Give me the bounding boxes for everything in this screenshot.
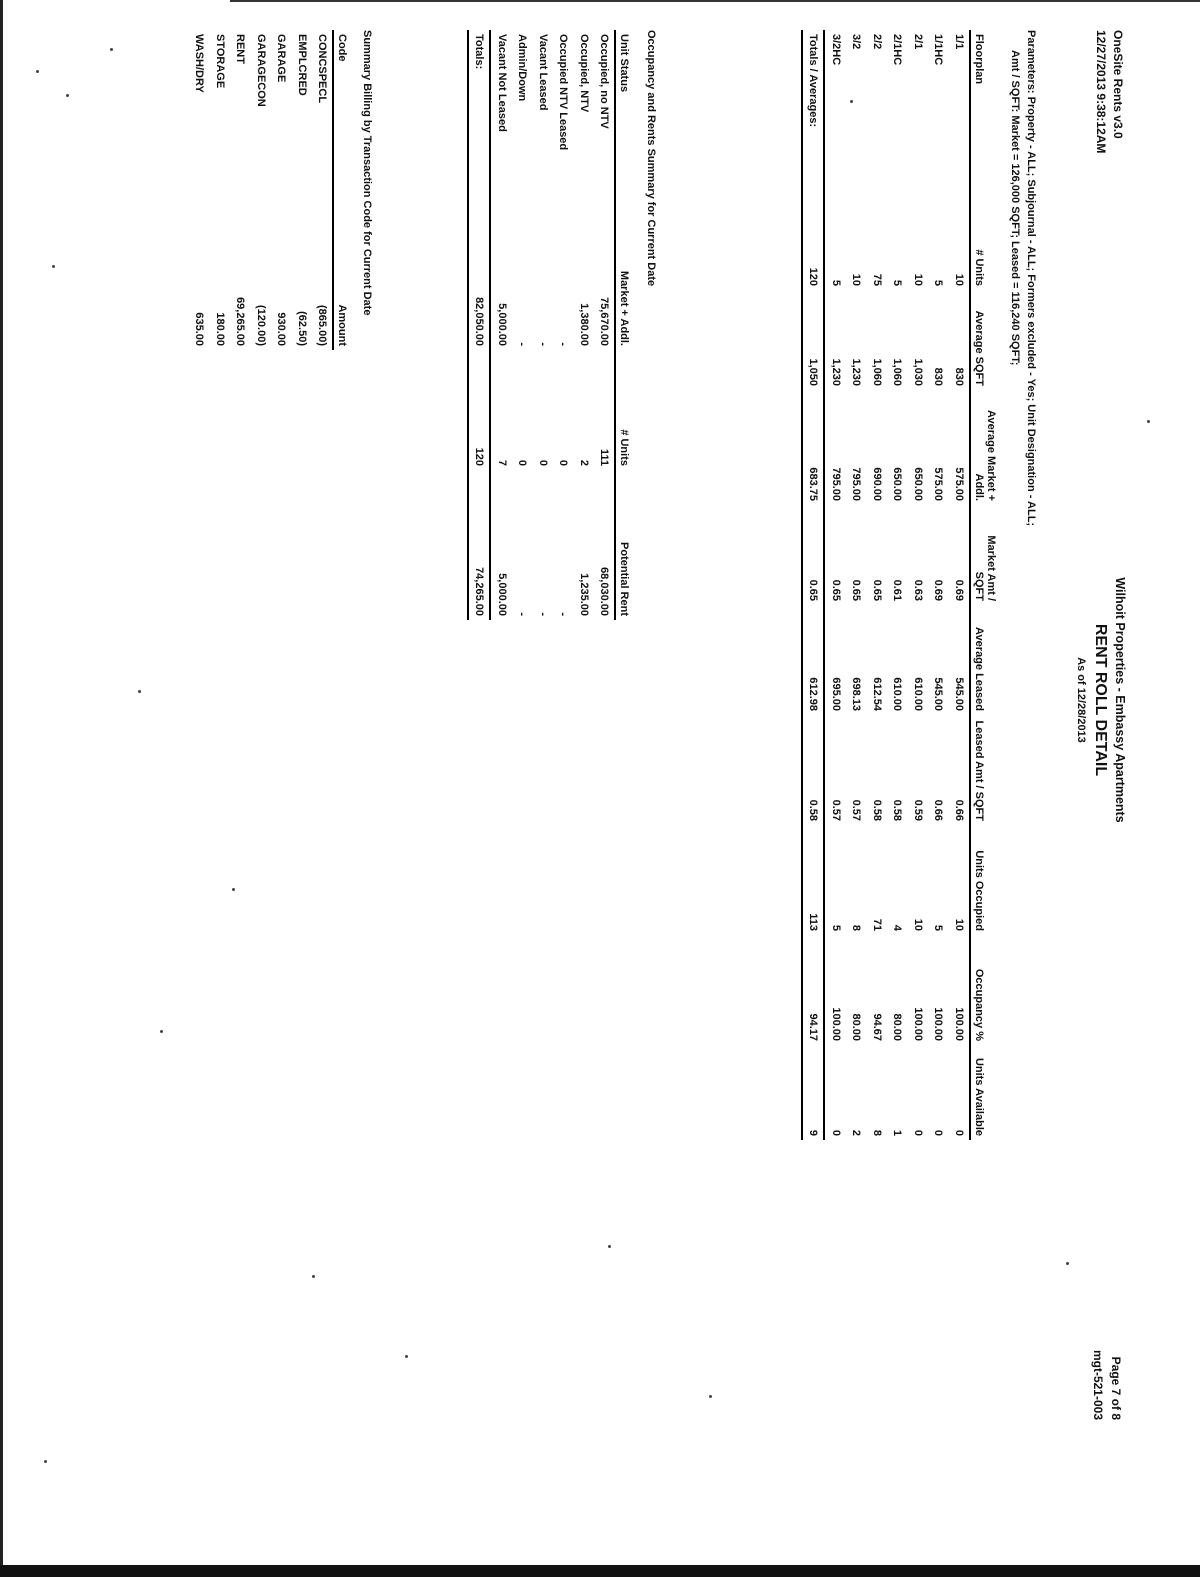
table-cell: Vacant Not Leased	[495, 34, 508, 132]
table-cell: (865.00)	[316, 305, 329, 346]
table-cell: GARAGE	[275, 34, 288, 83]
table-cell: 0.59	[911, 799, 924, 821]
table-cell: 100.00	[952, 1007, 965, 1041]
speckle	[1147, 420, 1150, 423]
table-cell: 2/1	[911, 34, 924, 50]
floorplan-row	[928, 30, 949, 1140]
totals-cell: 1,050	[802, 290, 825, 390]
table-cell: 80.00	[891, 1013, 904, 1041]
table-cell: 0.58	[870, 799, 883, 821]
table-cell: 5	[829, 924, 842, 931]
table-cell: 1/1HC	[932, 34, 945, 66]
totals-row	[802, 30, 825, 1140]
col-market-amt-sqft: Market Amt / SQFT	[970, 505, 997, 605]
scan-edge-left	[0, 0, 3, 1577]
table-cell: 10	[911, 918, 924, 931]
table-cell: 5	[891, 279, 904, 286]
table-cell: Occupied NTV Leased	[557, 34, 570, 151]
table-cell: 2/1HC	[891, 34, 904, 66]
col-units-occupied: Units Occupied	[970, 825, 997, 935]
table-cell: 68,030.00	[598, 567, 611, 616]
table-cell: Admin/Down	[516, 34, 529, 102]
col-num-units: # Units	[616, 350, 640, 470]
table-cell: 575.00	[952, 467, 965, 501]
table-cell: 698.13	[850, 677, 863, 711]
billing-row	[251, 30, 272, 350]
table-cell: 610.00	[891, 677, 904, 711]
table-cell: 1,230	[829, 358, 842, 386]
table-cell: 1,060	[870, 358, 883, 386]
table-cell: 830	[932, 367, 945, 386]
table-cell: (62.50)	[295, 311, 308, 346]
table-cell: -	[516, 342, 529, 346]
amt-sqft-line: Amt / SQFT: Market = 126,000 SQFT; Leased = 116,240 SQFT;	[1009, 50, 1021, 366]
totals-cell: 120	[468, 350, 491, 470]
col-occupancy-pct: Occupancy %	[970, 935, 997, 1045]
report-datetime: 12/27/2013 9:38:12AM	[1094, 30, 1108, 154]
rotated-report-page	[105, 10, 1125, 1570]
speckle	[36, 70, 39, 73]
table-cell: Occupied, NTV	[577, 34, 590, 113]
totals-cell: 683.75	[802, 390, 825, 505]
table-cell: 80.00	[850, 1013, 863, 1041]
table-cell: 5	[932, 279, 945, 286]
table-cell: 0	[829, 1129, 842, 1136]
totals-cell: 0.58	[802, 715, 825, 825]
billing-row	[292, 30, 313, 350]
table-cell: 830	[952, 367, 965, 386]
totals-cell: 94.17	[802, 935, 825, 1045]
floorplan-row	[825, 30, 847, 1140]
table-cell: EMPLCRED	[295, 34, 308, 96]
table-cell: 930.00	[275, 312, 288, 346]
table-cell: 0	[536, 459, 549, 466]
page-number: Page 7 of 8	[1109, 1356, 1123, 1420]
occupancy-row	[574, 30, 595, 620]
totals-cell: Totals:	[468, 30, 491, 200]
table-cell: 0.65	[870, 579, 883, 601]
table-cell: 690.00	[870, 467, 883, 501]
table-cell: 0.57	[850, 799, 863, 821]
table-cell: 1	[891, 1129, 904, 1136]
billing-row	[271, 30, 292, 350]
table-cell: 575.00	[932, 467, 945, 501]
table-cell: 111	[598, 448, 611, 466]
table-cell: -	[557, 612, 570, 616]
table-cell: 1,030	[911, 358, 924, 386]
occupancy-row	[553, 30, 574, 620]
table-cell: 10	[952, 273, 965, 286]
table-cell: 0	[557, 459, 570, 466]
table-cell: -	[516, 612, 529, 616]
table-cell: 5,000.00	[495, 303, 508, 346]
table-cell: 100.00	[911, 1007, 924, 1041]
col-unit-status: Unit Status	[616, 30, 640, 200]
speckle	[52, 265, 55, 268]
occupancy-row	[533, 30, 554, 620]
table-cell: 180.00	[213, 312, 226, 346]
col-units: # Units	[970, 180, 997, 290]
table-cell: 5,000.00	[495, 573, 508, 616]
table-cell: 2	[577, 459, 590, 466]
col-avg-market: Average Market + Addl.	[970, 390, 997, 505]
table-cell: 8	[850, 924, 863, 931]
table-cell: -	[536, 612, 549, 616]
table-cell: 7	[495, 459, 508, 466]
table-cell: 0.65	[829, 579, 842, 601]
table-cell: 0	[932, 1129, 945, 1136]
col-amount: Amount	[334, 200, 358, 350]
table-cell: 635.00	[193, 312, 206, 346]
totals-cell: 113	[802, 825, 825, 935]
col-avg-sqft: Average SQFT	[970, 290, 997, 390]
floorplan-table	[801, 30, 997, 1140]
table-cell: Vacant Leased	[536, 34, 549, 111]
floorplan-row	[867, 30, 888, 1140]
table-cell: 94.67	[870, 1013, 883, 1041]
table-cell: 795.00	[850, 467, 863, 501]
table-cell: 650.00	[891, 467, 904, 501]
table-cell: 0.65	[850, 579, 863, 601]
table-cell: 0	[911, 1129, 924, 1136]
table-cell: 100.00	[932, 1007, 945, 1041]
col-units-available: Units Available	[970, 1045, 997, 1140]
speckle	[66, 94, 69, 97]
occupancy-header-row	[616, 30, 640, 620]
table-cell: 3/2HC	[829, 34, 842, 66]
col-potential-rent: Potential Rent	[616, 470, 640, 620]
billing-row	[230, 30, 251, 350]
table-cell: 795.00	[829, 467, 842, 501]
table-cell: 1,235.00	[577, 573, 590, 616]
table-cell: 545.00	[932, 677, 945, 711]
table-cell: 0.69	[952, 579, 965, 601]
table-cell: 10	[850, 273, 863, 286]
table-cell: -	[536, 342, 549, 346]
table-cell: 1,230	[850, 358, 863, 386]
table-cell: 0.63	[911, 579, 924, 601]
table-cell: RENT	[234, 34, 247, 64]
col-avg-leased: Average Leased	[970, 605, 997, 715]
col-floorplan: Floorplan	[970, 30, 997, 180]
billing-row	[210, 30, 231, 350]
totals-row	[468, 30, 491, 620]
table-cell: 5	[829, 279, 842, 286]
table-cell: 4	[891, 924, 904, 931]
occupancy-summary-title: Occupancy and Rents Summary for Current Date	[645, 30, 657, 287]
table-cell: 650.00	[911, 467, 924, 501]
table-cell: 0	[516, 459, 529, 466]
table-cell: WASH/DRY	[193, 34, 206, 93]
table-cell: 2	[850, 1129, 863, 1136]
table-cell: 612.54	[870, 677, 883, 711]
billing-row	[189, 30, 210, 350]
occupancy-summary-table	[467, 30, 639, 620]
table-cell: 10	[911, 273, 924, 286]
table-cell: 0.66	[952, 799, 965, 821]
totals-cell: 82,050.00	[468, 200, 491, 350]
table-cell: Occupied, no NTV	[598, 34, 611, 129]
table-cell: 5	[932, 924, 945, 931]
totals-cell: 0.65	[802, 505, 825, 605]
table-cell: GARAGECON	[254, 34, 267, 107]
table-cell: 1/1	[952, 34, 965, 50]
totals-cell: 74,265.00	[468, 470, 491, 620]
floorplan-row	[908, 30, 929, 1140]
floorplan-row	[846, 30, 867, 1140]
scan-edge-top	[230, 0, 1200, 2]
table-cell: 0.58	[891, 799, 904, 821]
floorplan-header-row	[970, 30, 997, 1140]
report-code: mgt-521-003	[1091, 1349, 1105, 1420]
table-cell: 0.61	[891, 579, 904, 601]
company-name: Wilhoit Properties - Embassy Apartments	[1113, 577, 1127, 823]
table-cell: 100.00	[829, 1007, 842, 1041]
floorplan-row	[887, 30, 908, 1140]
totals-cell: Totals / Averages:	[802, 30, 825, 180]
col-code: Code	[334, 30, 358, 200]
table-cell: 0.57	[829, 799, 842, 821]
billing-summary-table	[189, 30, 357, 350]
report-title: RENT ROLL DETAIL	[1092, 623, 1109, 777]
col-leased-amt-sqft: Leased Amt / SQFT	[970, 715, 997, 825]
table-cell: 69,265.00	[234, 297, 247, 346]
table-cell: 75	[870, 273, 883, 286]
table-cell: 1,380.00	[577, 303, 590, 346]
table-cell: 0	[952, 1129, 965, 1136]
table-cell: 545.00	[952, 677, 965, 711]
table-cell: 0.66	[932, 799, 945, 821]
table-cell: 1,060	[891, 358, 904, 386]
table-cell: 610.00	[911, 677, 924, 711]
table-cell: 75,670.00	[598, 297, 611, 346]
speckle	[44, 1460, 47, 1463]
table-cell: 3/2	[850, 34, 863, 50]
billing-summary-title: Summary Billing by Transaction Code for Current Date	[361, 30, 373, 316]
floorplan-row	[949, 30, 971, 1140]
parameters-line: Parameters: Property - ALL; Subjournal - ALL; Formers excluded - Yes; Unit Designation - ALL;	[1025, 30, 1037, 527]
totals-cell: 612.98	[802, 605, 825, 715]
table-cell: 695.00	[829, 677, 842, 711]
table-cell: -	[557, 342, 570, 346]
table-cell: 8	[870, 1129, 883, 1136]
table-cell: 0.69	[932, 579, 945, 601]
as-of-date: As of 12/28/2013	[1075, 657, 1087, 743]
occupancy-row	[594, 30, 616, 620]
table-cell: STORAGE	[213, 34, 226, 89]
table-cell: (120.00)	[254, 305, 267, 346]
totals-cell: 120	[802, 180, 825, 290]
occupancy-row	[491, 30, 513, 620]
billing-header-row	[334, 30, 358, 350]
software-name: OneSite Rents v3.0	[1111, 30, 1125, 139]
billing-row	[312, 30, 334, 350]
table-cell: 2/2	[870, 34, 883, 50]
col-market-addl: Market + Addl.	[616, 200, 640, 350]
table-cell: CONCSPECL	[316, 34, 329, 104]
occupancy-row	[512, 30, 533, 620]
totals-cell: 9	[802, 1045, 825, 1140]
table-cell: 71	[870, 918, 883, 931]
table-cell: 10	[952, 918, 965, 931]
